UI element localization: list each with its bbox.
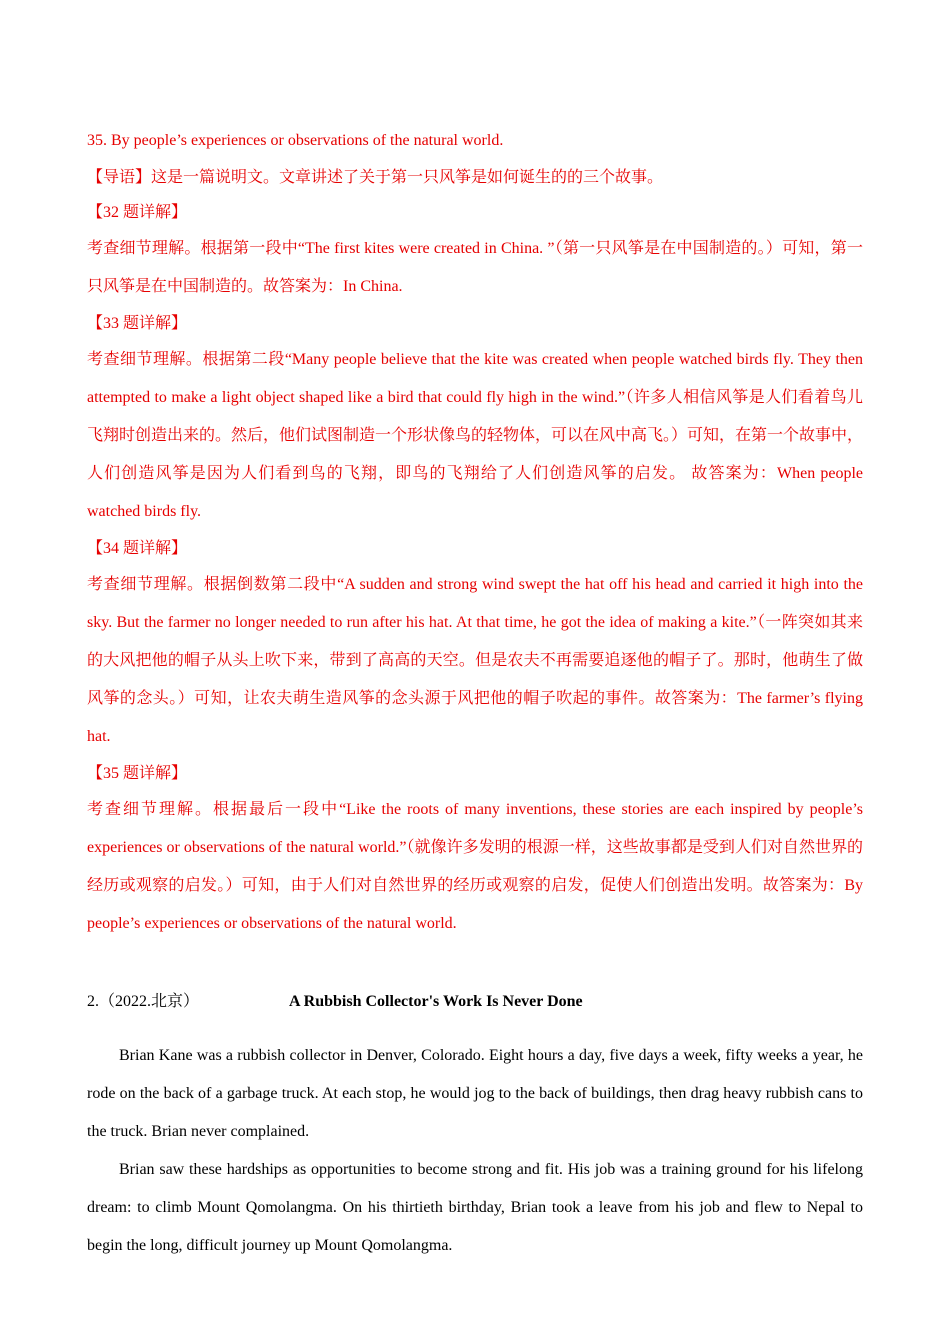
guide-text: 这是一篇说明文。文章讲述了关于第一只风筝是如何诞生的的三个故事。: [151, 169, 664, 186]
explanation-35-heading: 【35 题详解】: [87, 765, 188, 782]
passage-paragraph: Brian saw these hardships as opportunities to become strong and fit. His job was a training ground for his lifelong dream: to climb Mount Qomolangma. On his thirtieth birthday, Brian took a leave from his job and flew to Nepal to begin the long, difficult journey up Mount Qomolangma.: [87, 1161, 863, 1254]
question-2-source: 2.（2022.北京）: [87, 993, 200, 1010]
guide-line: [87, 160, 863, 195]
explanation-33-heading: 【33 题详解】: [87, 315, 188, 332]
explanation-35-text: 考查细节理解。根据最后一段中“Like the roots of many inventions, these stories are each inspired by people’s experiences or observations of the natural world.”（就像许多发明的根源一样，这些故事都是受到人们对自然世界的经历或观察的启发。）可知，由于人们对自然世界的经历或观察的启发，促使人们创造出发明。故答案为：By people’s experiences or observations of the natural world.: [87, 801, 863, 932]
document-page: [87, 122, 863, 1265]
explanation-32-heading: 【32 题详解】: [87, 204, 188, 221]
passage-paragraph: Brian Kane was a rubbish collector in Denver, Colorado. Eight hours a day, five days a week, fifty weeks a year, he rode on the back of a garbage truck. At each stop, he would jog to the back of buildings, then drag heavy rubbish cans to the truck. Brian never complained.: [87, 1047, 863, 1140]
explanation-34-heading: 【34 题详解】: [87, 540, 188, 557]
guide-label: 【导语】: [87, 169, 152, 186]
question-2-title: A Rubbish Collector's Work Is Never Done: [289, 993, 583, 1010]
explanation-32-text: 考查细节理解。根据第一段中“The first kites were created in China. ”（第一只风筝是在中国制造的。）可知，第一只风筝是在中国制造的。故答案为：In China.: [87, 240, 863, 295]
question-2-header: [87, 983, 863, 1021]
explanation-33-text: 考查细节理解。根据第二段“Many people believe that the kite was created when people watched birds fly. They then attempted to make a light object shaped like a bird that could fly high in the wind.”（许多人相信风筝是人们看着鸟儿飞翔时创造出来的。然后，他们试图制造一个形状像鸟的轻物体，可以在风中高飞。）可知，在第一个故事中，人们创造风筝是因为人们看到鸟的飞翔，即鸟的飞翔给了人们创造风筝的启发。 故答案为：When people watched birds fly.: [87, 351, 864, 520]
answer-35: 35. By people’s experiences or observations of the natural world.: [87, 132, 504, 149]
explanation-34-text: 考查细节理解。根据倒数第二段中“A sudden and strong wind swept the hat off his head and carried it high into the sky. But the farmer no longer needed to run after his hat. At that time, he got the idea of making a kite.”（一阵突如其来的大风把他的帽子从头上吹下来，带到了高高的天空。但是农夫不再需要追逐他的帽子了。那时，他萌生了做风筝的念头。）可知，让农夫萌生造风筝的念头源于风把他的帽子吹起的事件。故答案为：The farmer’s flying hat.: [87, 576, 863, 745]
